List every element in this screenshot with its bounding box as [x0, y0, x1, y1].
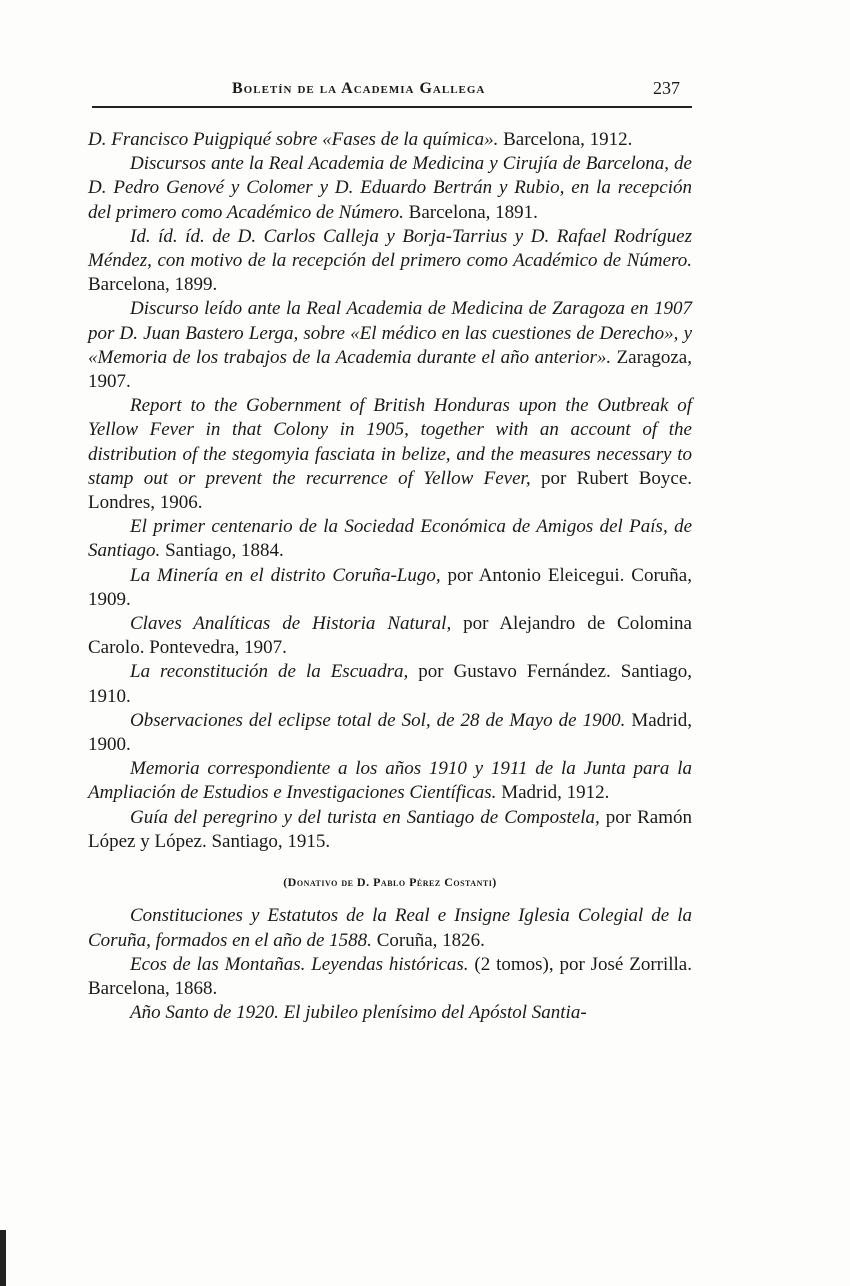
bibliography-entry	[88, 1001, 692, 1025]
page-header	[92, 78, 692, 108]
entry-details: por Alejandro de Colomina Carolo. Pontevedra, 1907.	[88, 613, 692, 659]
scan-edge-mark	[0, 1230, 6, 1286]
bibliography-entry	[88, 806, 692, 854]
entry-title: D. Francisco Puigpiqué sobre «Fases de la química».	[88, 129, 499, 150]
entry-title: Constituciones y Estatutos de la Real e Insigne Iglesia Colegial de la Coruña, formados en el año de 1588.	[88, 905, 692, 951]
entry-details: Madrid, 1900.	[88, 709, 692, 756]
entry-title: Memoria correspondiente a los años 1910 y 1911 de la Junta para la Ampliación de Estudios e Investigaciones Científicas.	[88, 758, 692, 804]
bibliography-entry	[88, 612, 692, 660]
bibliography-entry	[88, 660, 692, 708]
bibliography-entry	[88, 394, 692, 515]
entry-title: Id. íd. íd. de D. Carlos Calleja y Borja-Tarrius y D. Rafael Rodríguez Méndez, con motivo de la recepción del primero como Académico de Número.	[88, 225, 692, 272]
entry-details: (2 tomos), por José Zorrilla. Barcelona, 1868.	[88, 953, 692, 999]
bibliography-entry	[88, 297, 692, 394]
bibliography-entry	[88, 152, 692, 225]
entry-details: Barcelona, 1912.	[498, 129, 633, 150]
entry-title: Claves Analíticas de Historia Natural,	[130, 613, 452, 635]
entry-title: El primer centenario de la Sociedad Económica de Amigos del País, de Santiago.	[88, 516, 692, 562]
bibliography-list	[88, 128, 692, 1025]
bibliography-entry	[88, 515, 692, 563]
running-title: Boletín de la Academia Gallega	[232, 80, 486, 97]
entry-details: Coruña, 1826.	[371, 929, 485, 951]
entry-title: Report to the Gobernment of British Honduras upon the Outbreak of Yellow Fever in that Colony in 1905, together with an account of the distribution of the stegomyia fasciata in belize, and the measures necessary to stamp out or prevent the recurrence of Yellow Fever,	[88, 395, 692, 489]
bibliography-entry	[88, 904, 692, 952]
entry-title: Año Santo de 1920. El jubileo plenísimo del Apóstol Santia-	[130, 1002, 587, 1024]
entry-details: por Gustavo Fernández. Santiago, 1910.	[88, 661, 692, 707]
entry-details: por Antonio Eleicegui. Coruña, 1909.	[88, 564, 692, 610]
entry-details: por Rubert Boyce. Londres, 1906.	[88, 467, 693, 514]
bibliography-entry	[88, 128, 692, 152]
entry-details: Barcelona, 1891.	[403, 201, 538, 223]
entry-title: Ecos de las Montañas. Leyendas históricas.	[130, 953, 469, 975]
entry-details: Zaragoza, 1907.	[88, 346, 692, 393]
bibliography-entry	[88, 709, 692, 757]
entry-details: Santiago, 1884.	[160, 540, 284, 562]
entry-title: La reconstitución de la Escuadra,	[130, 661, 409, 683]
entry-details: Madrid, 1912.	[496, 782, 610, 804]
bibliography-entry	[88, 953, 692, 1001]
donation-section-heading: (Donativo de D. Pablo Pérez Costanti)	[283, 875, 497, 890]
entry-title: Discurso leído ante la Real Academia de Medicina de Zaragoza en 1907 por D. Juan Bastero Lerga, sobre «El médico en las cuestiones de Derecho», y «Memoria de los trabajos de la Academia durante el año anterior».	[88, 298, 692, 368]
entry-title: La Minería en el distrito Coruña-Lugo,	[130, 564, 441, 586]
entry-title: Discursos ante la Real Academia de Medicina y Cirujía de Barcelona, de D. Pedro Genové y Colomer y D. Eduardo Bertrán y Rubio, en la recepción del primero como Académico de Número.	[88, 153, 692, 223]
entry-details: por Ramón López y López. Santiago, 1915.	[88, 806, 692, 852]
bibliography-entry	[88, 757, 692, 805]
bibliography-entry	[88, 225, 692, 298]
bibliography-entry	[88, 564, 692, 612]
page-number: 237	[653, 78, 680, 98]
entry-details: Barcelona, 1899.	[88, 274, 218, 296]
entry-title: Guía del peregrino y del turista en Santiago de Compostela,	[130, 806, 600, 828]
entry-title: Observaciones del eclipse total de Sol, de 28 de Mayo de 1900.	[130, 709, 626, 731]
